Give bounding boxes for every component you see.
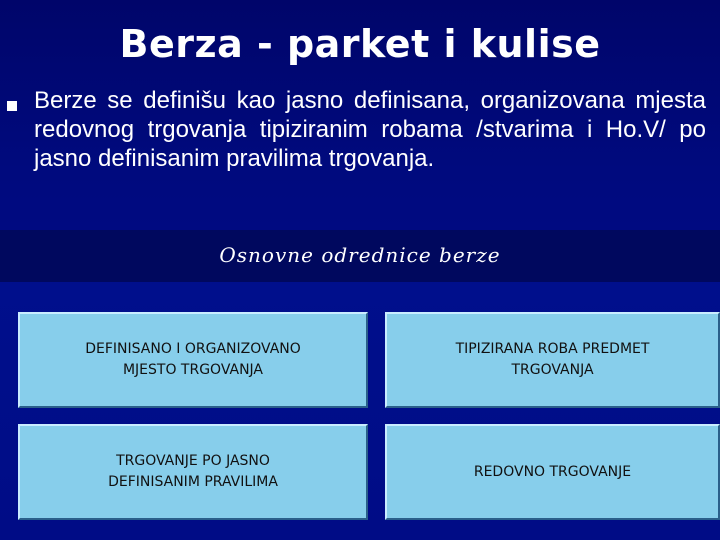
box-label: TIPIZIRANA ROBA PREDMET TRGOVANJA: [455, 341, 650, 378]
box-defined-place: [18, 312, 368, 408]
box-defined-rules: [18, 424, 368, 520]
box-label: DEFINISANO I ORGANIZOVANO MJESTO TRGOVANJA: [85, 341, 301, 378]
box-typified-goods: [385, 312, 720, 408]
box-regular-trading: [385, 424, 720, 520]
bullet-text: Berze se definišu kao jasno definisana, organizovana mjesta redovnog trgovanja tipiziranim robama /stvarima i Ho.V/ po jasno definisanim pravilima trgovanja.: [34, 87, 706, 172]
box-label: REDOVNO TRGOVANJE: [473, 463, 632, 480]
square-bullet-icon: [7, 101, 17, 111]
box-label: TRGOVANJE PO JASNO DEFINISANIM PRAVILIMA: [108, 453, 278, 490]
subheading: Osnovne odrednice berze: [219, 243, 501, 267]
slide-title: Berza - parket i kulise: [119, 22, 601, 66]
